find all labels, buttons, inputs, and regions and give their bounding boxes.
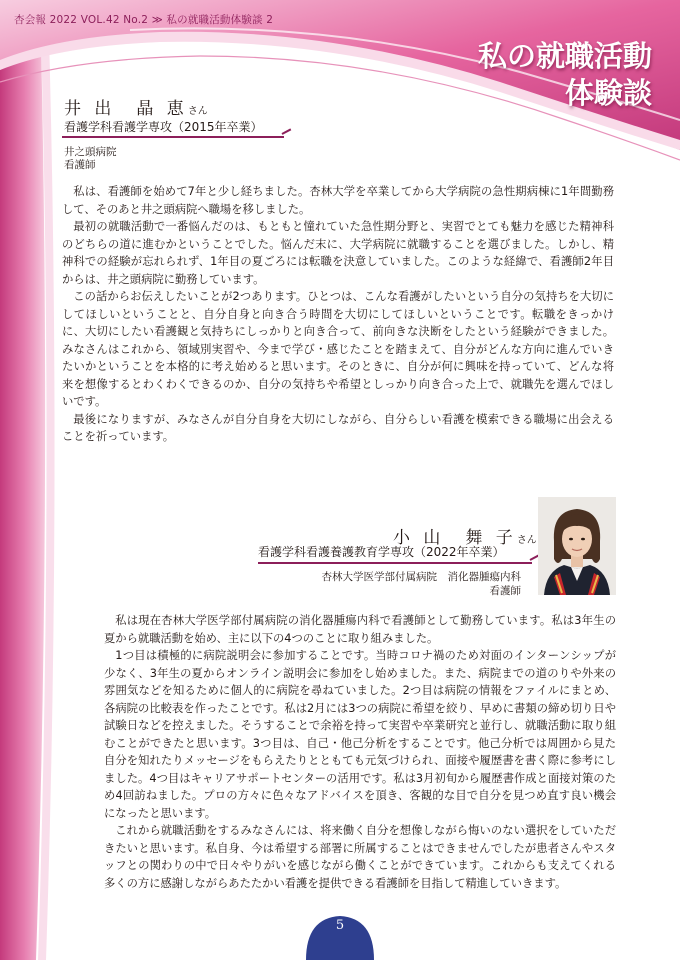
person1-paragraph: 私は、看護師を始めて7年と少し経ちました。杏林大学を卒業してから大学病院の急性期病棟に1年間勤務して、そのあと井之頭病院へ職場を移しました。 <box>62 185 614 216</box>
person2-underline <box>258 562 532 564</box>
person1-department: 看護学科看護学専攻（2015年卒業） <box>64 120 263 134</box>
person1-essay <box>62 183 614 446</box>
person2-affiliation <box>322 570 522 598</box>
person1-paragraph: 最初の就職活動で一番悩んだのは、もともと憧れていた急性期分野と、実習でとても魅力を感じた精神科のどちらの道に進むかということでした。悩んだ末に、大学病院に就職することを選びました。しかし、精神科での経験が忘れられず、1年目の夏ごろには転職を決意していました。このような経緯で、看護師2年目からは、井之頭病院に勤務しています。 <box>62 220 614 286</box>
person2-role: 看護師 <box>489 585 521 597</box>
person1-name: 井 出 晶 恵 <box>64 99 188 119</box>
person2-name: 小 山 舞 子 <box>393 528 517 548</box>
person1-workplace: 井之頭病院 <box>64 146 117 158</box>
person1-paragraph: この話からお伝えしたいことが2つあります。ひとつは、こんな看護がしたいという自分の気持ちを大切にしてほしいということと、自分自身と向き合う時間を大切にしてほしいということです。転職をきっかけに、大切にしたい看護観と気持ちにしっかりと向き合って、前向きな決断をしたという経験ができました。みなさんはこれから、領域別実習や、今まで学び・感じたことを踏まえて、自分がどんな方向に進んでいきたいかということを本格的に考え始めると思います。そのときに、自分が何に興味を持っていて、どんな将来を想像するとわくわくできるのか、自分の気持ちや希望としっかり向き合った上で、就職先を選んでほしいです。 <box>62 290 614 408</box>
person2-department: 看護学科看護養護教育学専攻（2022年卒業） <box>258 545 505 559</box>
person2-paragraph: これから就職活動をするみなさんには、将来働く自分を想像しながら悔いのない選択をしていただきたいと思います。私自身、今は希望する部署に所属することはできませんでしたが患者さんやスタッフとの関わりの中で日々やりがいを感じながら働くことができています。これからも支えてくれる多くの方に感謝しながらあたたかい看護を提供できる看護師を目指して精進していきます。 <box>104 824 616 890</box>
person2-honorific: さん <box>516 535 537 546</box>
portrait-icon <box>538 497 616 595</box>
person1-role: 看護師 <box>64 159 96 171</box>
page-title-line1: 私の就職活動 <box>477 39 652 73</box>
person1-affiliation <box>64 146 117 172</box>
person1-name-heading <box>64 94 208 119</box>
header-breadcrumb: 杏会報 2022 VOL.42 No.2 ≫ 私の就職活動体験談 2 <box>14 14 274 26</box>
page-title-line2: 体験談 <box>564 76 652 110</box>
person1-paragraph: 最後になりますが、みなさんが自分自身を大切にしながら、自分らしい看護を模索できる職場に出会えることを祈っています。 <box>62 412 614 443</box>
person2-paragraph: 1つ目は積極的に病院説明会に参加することです。当時コロナ禍のため対面のインターンシップが少なく、3年生の夏からオンライン説明会に参加をし始めました。また、病院までの道のりや外来の雰囲気などを知るために個人的に病院を尋ねていました。2つ目は病院の情報をファイルにまとめ、各病院の比較表を作ったことです。私は2月には3つの病院に希望を絞り、早めに書類の締め切り日や試験日などを控えました。そうすることで余裕を持って実習や卒業研究と並行し、就職活動に取り組むことができたと思います。3つ目は、自己・他己分析をすることです。他己分析では周囲から見た自分を知れたりメッセージをもらえたりとともても元気づけられ、面接や履歴書を書く際に参考にしました。4つ目はキャリアサポートセンターの活用です。私は3月初旬から履歴書作成と面接対策のため4回訪ねました。プロの方々に色々なアドバイスを頂き、客観的な目で自分を見つめ直す良い機会になったと思います。 <box>104 649 616 820</box>
person1-underline <box>62 136 284 138</box>
page-number: 5 <box>335 918 345 933</box>
person2-workplace: 杏林大学医学部付属病院 消化器腫瘍内科 <box>321 571 521 583</box>
person2-essay <box>104 612 616 892</box>
person2-portrait-photo <box>538 497 616 595</box>
person2-paragraph: 私は現在杏林大学医学部付属病院の消化器腫瘍内科で看護師として勤務しています。私は3年生の夏から就職活動を始め、主に以下の4つのことに取り組みました。 <box>104 614 616 645</box>
page-title <box>478 38 652 112</box>
person1-honorific: さん <box>187 106 208 117</box>
